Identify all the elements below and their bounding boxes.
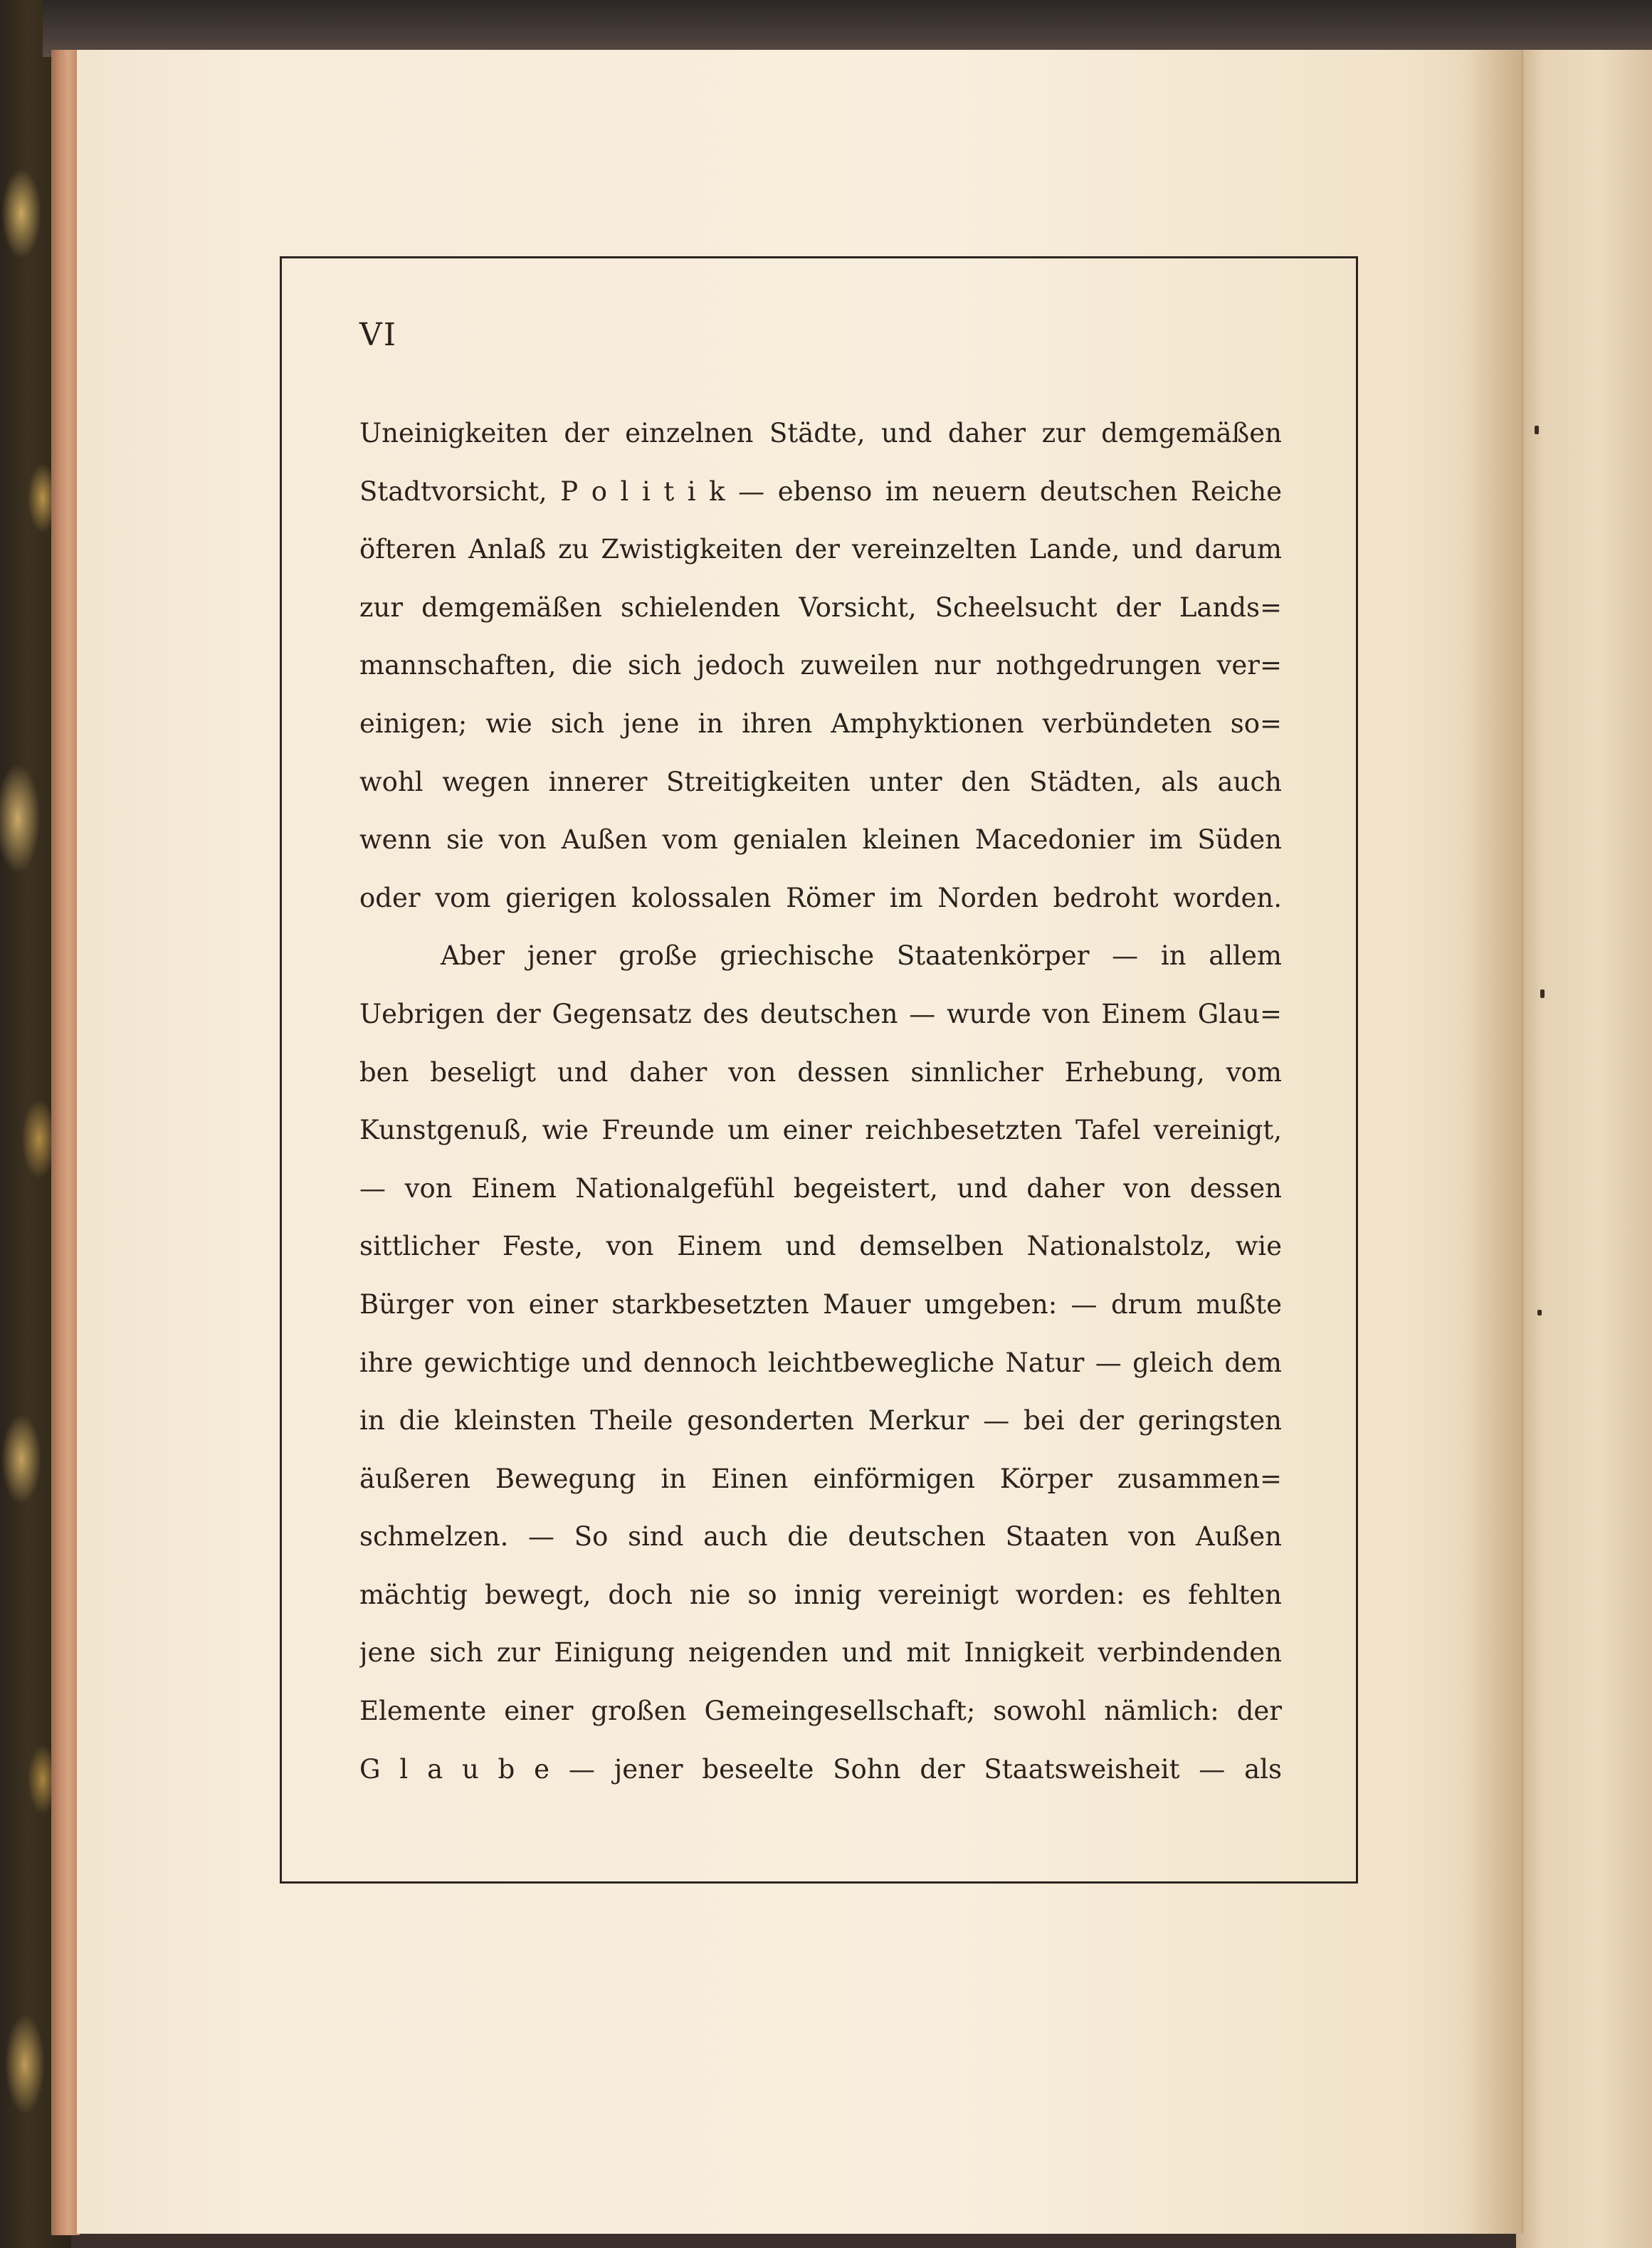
text-line: Uebrigen der Gegensatz des deutschen — wurde von Einem Glau= (359, 998, 1282, 1029)
text-line: einigen; wie sich jene in ihren Amphyktionen verbündeten so= (359, 708, 1282, 739)
margin-speck (1537, 1310, 1542, 1315)
text-line: Uneinigkeiten der einzelnen Städte, und daher zur demgemäßen (359, 418, 1282, 448)
text-line: G l a u b e — jener beseelte Sohn der Staatsweisheit — als (359, 1753, 1282, 1785)
gutter-shadow (1466, 50, 1523, 2234)
text-line: ihre gewichtige und dennoch leichtbewegliche Natur — gleich dem (359, 1347, 1282, 1378)
text-line: Kunstgenuß, wie Freunde um einer reichbesetzten Tafel vereinigt, (359, 1115, 1282, 1146)
text-line: zur demgemäßen schielenden Vorsicht, Scheelsucht der Lands= (359, 592, 1282, 623)
text-line: — von Einem Nationalgefühl begeistert, und daher von dessen (359, 1172, 1282, 1204)
paragraph-start-line: Aber jener große griechische Staatenkörper — in allem (441, 940, 1282, 972)
text-line: schmelzen. — So sind auch die deutschen Staaten von Außen (359, 1521, 1282, 1553)
text-line: in die kleinsten Theile gesonderten Merkur — bei der geringsten (359, 1405, 1282, 1436)
page-number: VI (359, 317, 398, 353)
text-line: wenn sie von Außen vom genialen kleinen Macedonier im Süden (359, 824, 1282, 856)
margin-speck (1540, 989, 1545, 998)
text-line: jene sich zur Einigung neigenden und mit Innigkeit verbindenden (359, 1637, 1282, 1669)
text-line: wohl wegen innerer Streitigkeiten unter den Städten, als auch (359, 766, 1282, 797)
margin-speck (1535, 426, 1539, 434)
text-line: Elemente einer großen Gemeingesellschaft; sowohl nämlich: der (359, 1696, 1282, 1727)
page-stack-edge (51, 50, 80, 2235)
book-top-edge (43, 0, 1652, 57)
text-line: sittlicher Feste, von Einem und demselben Nationalstolz, wie (359, 1231, 1282, 1262)
text-line: Stadtvorsicht, P o l i t i k — ebenso im neuern deutschen Reiche (359, 476, 1282, 507)
page-body-text (359, 404, 1282, 1798)
text-line: oder vom gierigen kolossalen Römer im Norden bedroht worden. (359, 882, 1282, 913)
text-line: öfteren Anlaß zu Zwistigkeiten der vereinzelten Lande, und darum (359, 534, 1282, 565)
text-line: ben beseligt und daher von dessen sinnlicher Erhebung, vom (359, 1056, 1282, 1088)
text-line: mannschaften, die sich jedoch zuweilen nur nothgedrungen ver= (359, 650, 1282, 681)
facing-page-edge (1516, 50, 1652, 2248)
text-line: äußeren Bewegung in Einen einförmigen Körper zusammen= (359, 1463, 1282, 1494)
text-line: mächtig bewegt, doch nie so innig vereinigt worden: es fehlten (359, 1579, 1282, 1610)
text-line: Bürger von einer starkbesetzten Mauer umgeben: — drum mußte (359, 1288, 1282, 1320)
